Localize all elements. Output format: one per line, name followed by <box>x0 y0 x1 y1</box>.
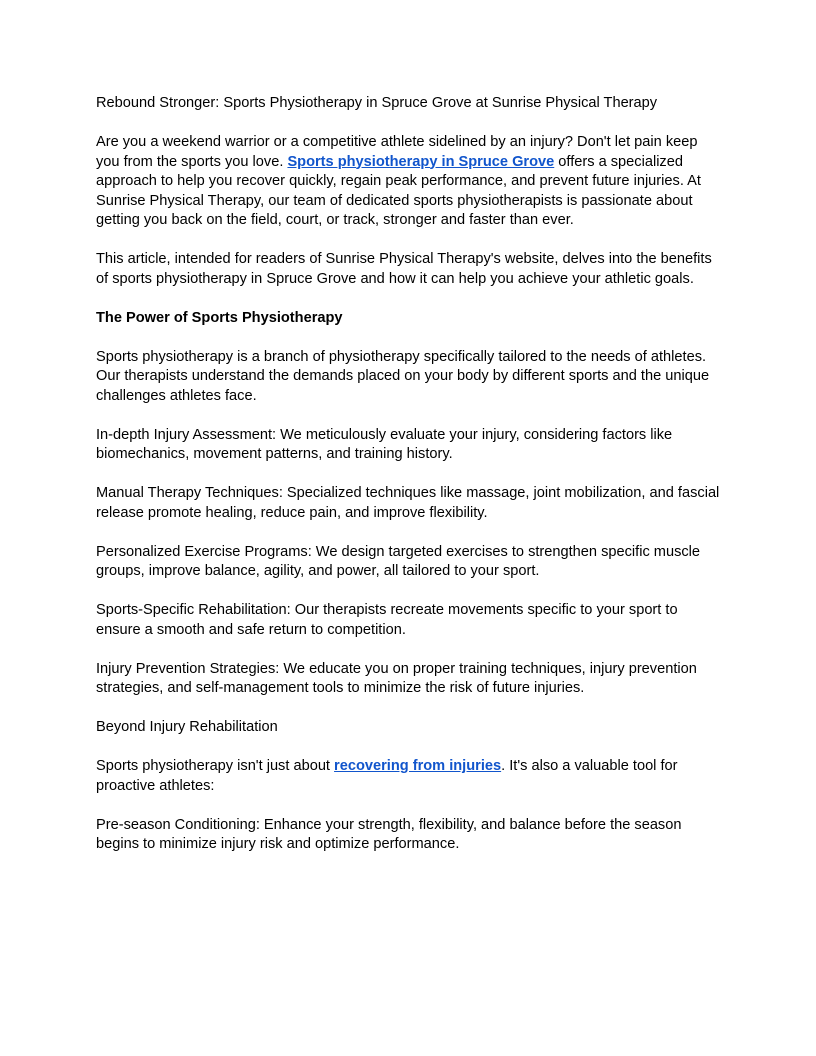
document-body <box>96 94 720 874</box>
sports-physiotherapy-link[interactable]: Sports physiotherapy in Spruce Grove <box>287 153 555 170</box>
beyond-paragraph <box>96 757 720 796</box>
intro-paragraph <box>96 133 720 231</box>
power-paragraph: Sports physiotherapy is a branch of physiotherapy specifically tailored to the needs of athletes. Our therapists understand the demands placed on your body by different sports and the unique challenges athletes face. <box>96 348 710 404</box>
intro-text-end: offers a specialized approach to help you recover quickly, regain peak performance, and prevent future injuries. At Sunrise Physical Therapy, our team of dedicated sports physiotherapists is passionate about getting you back on the field, court, or track, stronger and faster than ever. <box>96 153 701 228</box>
beyond-text-start: Sports physiotherapy isn't just about <box>96 758 335 774</box>
recovering-from-injuries-link[interactable]: recovering from injuries <box>334 758 502 774</box>
manual-therapy-paragraph: Manual Therapy Techniques: Specialized techniques like massage, joint mobilization, and fascial release promote healing, reduce pain, and improve flexibility. <box>96 485 720 521</box>
power-heading: The Power of Sports Physiotherapy <box>96 309 343 326</box>
preseason-paragraph: Pre-season Conditioning: Enhance your strength, flexibility, and balance before the season begins to minimize injury risk and optimize performance. <box>96 816 682 852</box>
injury-assessment-paragraph: In-depth Injury Assessment: We meticulously evaluate your injury, considering factors like biomechanics, movement patterns, and training history. <box>96 426 673 462</box>
sports-rehab-paragraph: Sports-Specific Rehabilitation: Our therapists recreate movements specific to your sport to ensure a smooth and safe return to competition. <box>96 602 678 638</box>
beyond-heading: Beyond Injury Rehabilitation <box>96 719 278 735</box>
intro-text-start: Are you a weekend warrior or a competitive athlete sidelined by an injury? Don't let pain keep you from the sports you love. <box>96 134 698 170</box>
article-note-paragraph: This article, intended for readers of Sunrise Physical Therapy's website, delves into the benefits of sports physiotherapy in Spruce Grove and how it can help you achieve your athletic goals. <box>96 251 712 287</box>
exercise-programs-paragraph: Personalized Exercise Programs: We design targeted exercises to strengthen specific muscle groups, improve balance, agility, and power, all tailored to your sport. <box>96 543 701 579</box>
beyond-text-end: . It's also a valuable tool for proactive athletes: <box>96 758 678 794</box>
injury-prevention-paragraph: Injury Prevention Strategies: We educate you on proper training techniques, injury prevention strategies, and self-management tools to minimize the risk of future injuries. <box>96 660 697 696</box>
title-line: Rebound Stronger: Sports Physiotherapy in Spruce Grove at Sunrise Physical Therapy <box>96 95 658 111</box>
